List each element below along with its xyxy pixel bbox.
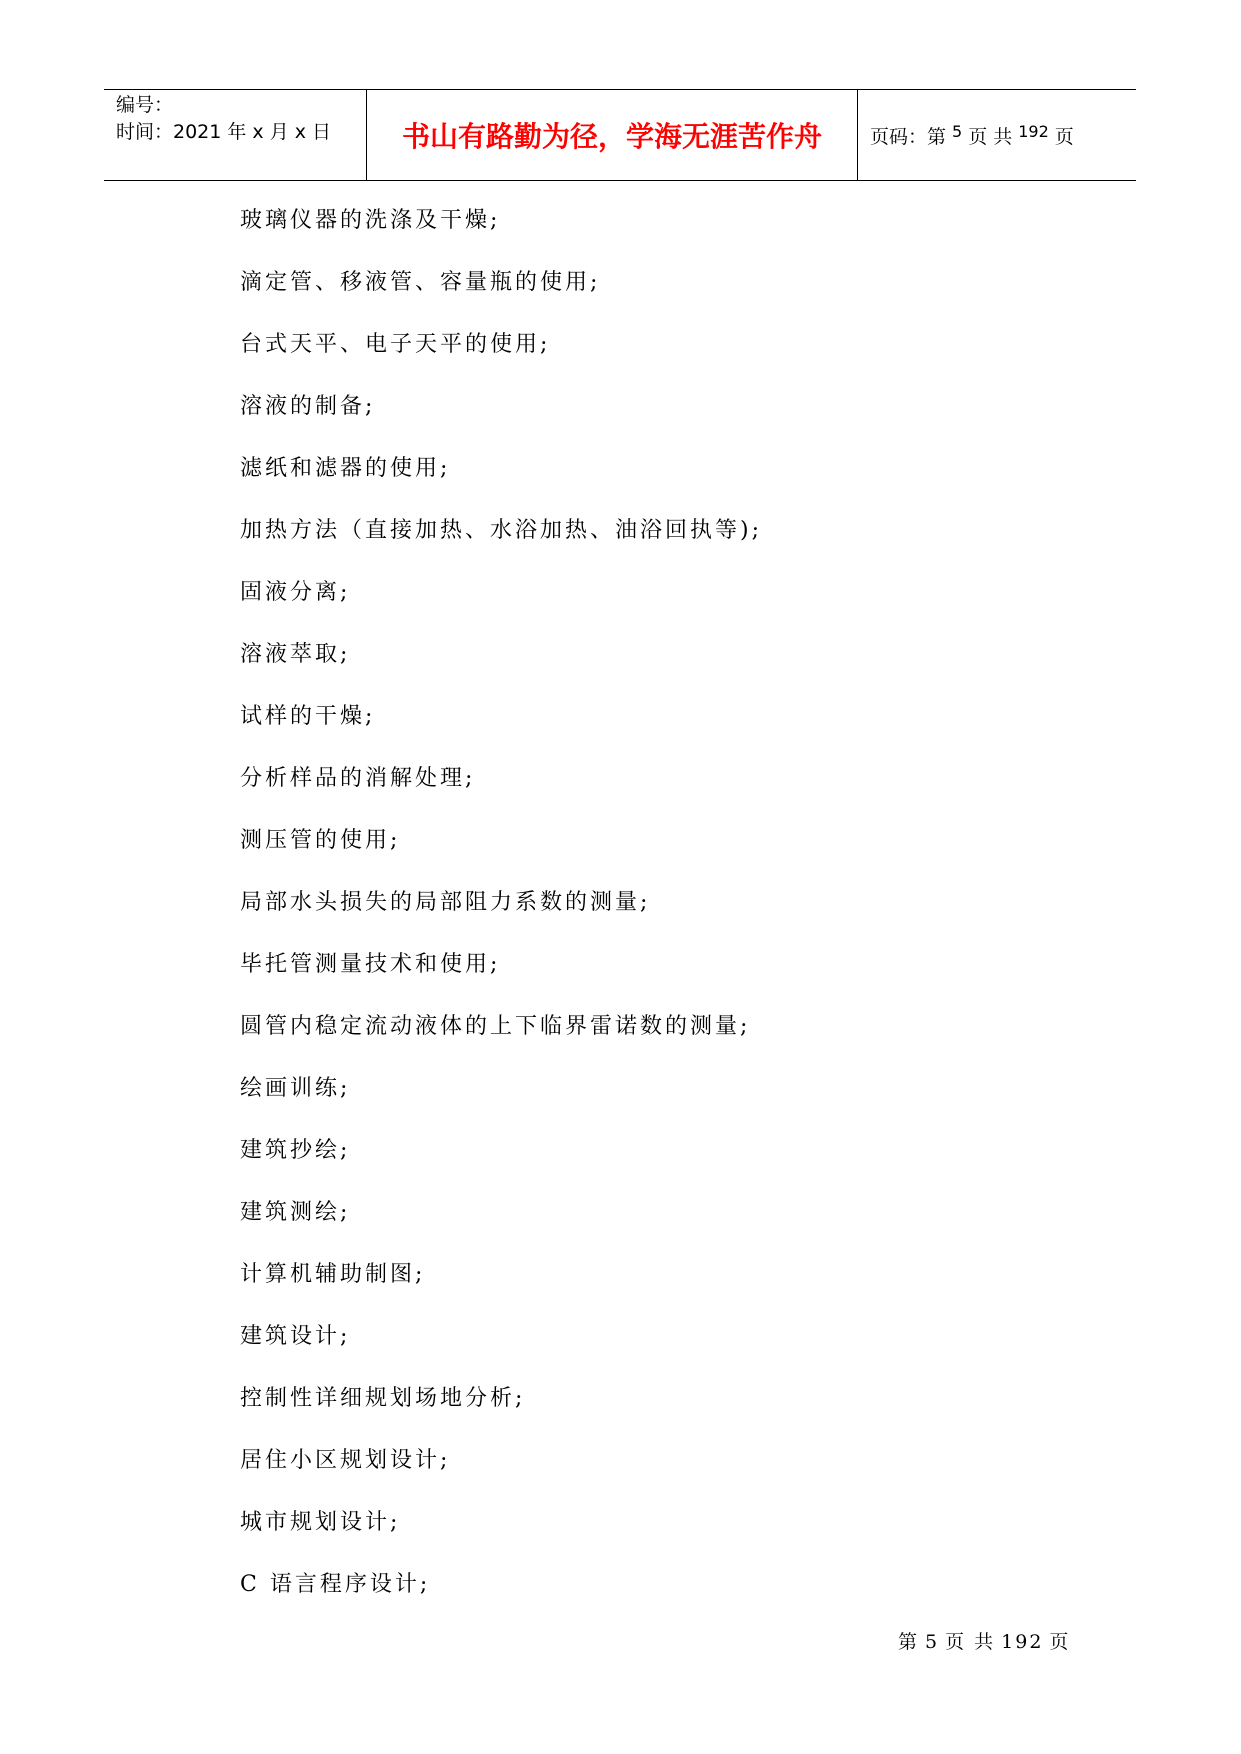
list-item: 分析样品的消解处理; <box>240 766 476 791</box>
header-page-mid: 页 共 <box>968 125 1013 148</box>
list-item: 试样的干燥; <box>240 704 376 729</box>
list-item: 控制性详细规划场地分析; <box>240 1386 526 1411</box>
list-item: 固液分离; <box>240 580 351 605</box>
header-meta <box>104 90 367 180</box>
list-item: 城市规划设计; <box>240 1510 401 1535</box>
list-item: 溶液萃取; <box>240 642 351 667</box>
list-item: 建筑设计; <box>240 1324 351 1349</box>
document-header <box>104 89 1136 181</box>
header-motto-cell <box>367 90 858 180</box>
list-item: 建筑抄绘; <box>240 1138 351 1163</box>
footer-page-total: 192 <box>1001 1631 1044 1653</box>
serial-number-label: 编号： <box>116 94 174 116</box>
list-item: 滴定管、移液管、容量瓶的使用; <box>240 270 601 295</box>
list-item: C 语言程序设计; <box>240 1572 431 1597</box>
footer-prefix: 第 <box>898 1631 920 1653</box>
experiment-list <box>240 205 1100 1631</box>
list-item: 溶液的制备; <box>240 394 376 419</box>
header-page-indicator <box>870 122 1074 149</box>
page-footer <box>898 1627 1076 1654</box>
list-item: 计算机辅助制图; <box>240 1262 426 1287</box>
footer-suffix: 页 <box>1049 1631 1071 1653</box>
list-item: 测压管的使用; <box>240 828 401 853</box>
list-item: 绘画训练; <box>240 1076 351 1101</box>
list-item: 局部水头损失的局部阻力系数的测量; <box>240 890 651 915</box>
date-label: 时间：2021 年 x 月 x 日 <box>116 121 332 143</box>
footer-mid: 页 共 <box>945 1631 996 1653</box>
motto-text: 书山有路勤为径，学海无涯苦作舟 <box>401 120 822 153</box>
footer-page-number: 5 <box>925 1631 940 1653</box>
list-item: 居住小区规划设计; <box>240 1448 451 1473</box>
header-page-prefix: 页码：第 <box>870 125 947 148</box>
list-item: 圆管内稳定流动液体的上下临界雷诺数的测量; <box>240 1014 751 1039</box>
header-page-number: 5 <box>952 121 963 141</box>
header-page-info <box>858 90 1136 180</box>
list-item: 建筑测绘; <box>240 1200 351 1225</box>
list-item: 玻璃仪器的洗涤及干燥; <box>240 208 501 233</box>
list-item: 滤纸和滤器的使用; <box>240 456 451 481</box>
list-item: 台式天平、电子天平的使用; <box>240 332 551 357</box>
header-page-suffix: 页 <box>1054 125 1074 148</box>
list-item: 毕托管测量技术和使用; <box>240 952 501 977</box>
list-item: 加热方法（直接加热、水浴加热、油浴回执等); <box>240 518 762 543</box>
header-page-total: 192 <box>1018 121 1049 141</box>
